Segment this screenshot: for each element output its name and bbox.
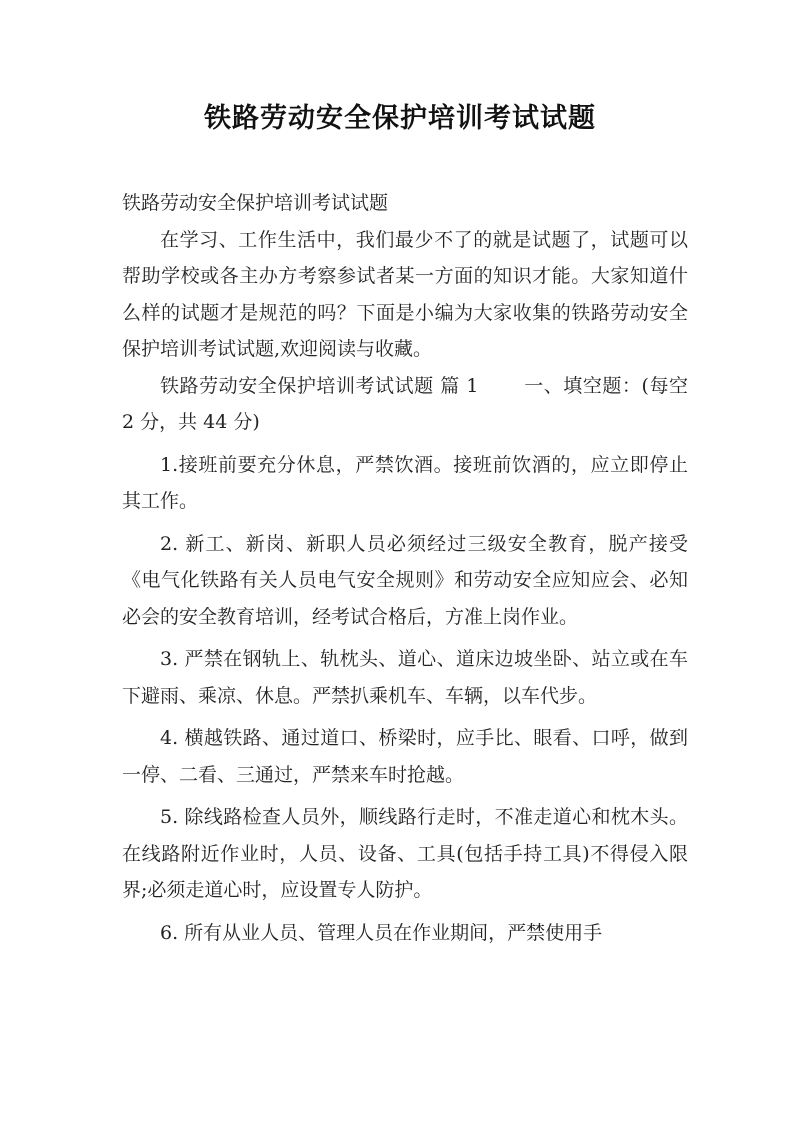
list-item: 6. 所有从业人员、管理人员在作业期间，严禁使用手 <box>160 921 603 944</box>
list-item: 5. 除线路检查人员外，顺线路行走时，不准走道心和枕木头。在线路附近作业时，人员、设备、工具(包括手持工具)不得侵入限界;必须走道心时，应设置专人防护。 <box>122 806 688 901</box>
intro-paragraph: 在学习、工作生活中，我们最少不了的就是试题了，试题可以帮助学校或各主办方考察参试者某一方面的知识才能。大家知道什么样的试题才是规范的吗？下面是小编为大家收集的铁路劳动安全保护培训考试试题,欢迎阅读与收藏。 <box>122 228 688 360</box>
section-heading: 铁路劳动安全保护培训考试试题 篇 1 一、填空题：(每空 2 分，共 44 分) <box>122 374 688 433</box>
list-item: 1.接班前要充分休息，严禁饮酒。接班前饮酒的，应立即停止其工作。 <box>122 453 688 512</box>
document-title: 铁路劳动安全保护培训考试试题 <box>204 103 596 134</box>
list-item: 2. 新工、新岗、新职人员必须经过三级安全教育，脱产接受《电气化铁路有关人员电气安全规则》和劳动安全应知应会、必知必会的安全教育培训，经考试合格后，方准上岗作业。 <box>122 532 688 628</box>
subtitle: 铁路劳动安全保护培训考试试题 <box>122 192 389 214</box>
document-body <box>122 185 688 951</box>
list-item: 4. 横越铁路、通过道口、桥梁时，应手比、眼看、口呼，做到一停、二看、三通过，严禁来车时抢越。 <box>122 727 688 786</box>
list-item: 3. 严禁在钢轨上、轨枕头、道心、道床边坡坐卧、站立或在车下避雨、乘凉、休息。严禁扒乘机车、车辆，以车代步。 <box>122 648 688 707</box>
